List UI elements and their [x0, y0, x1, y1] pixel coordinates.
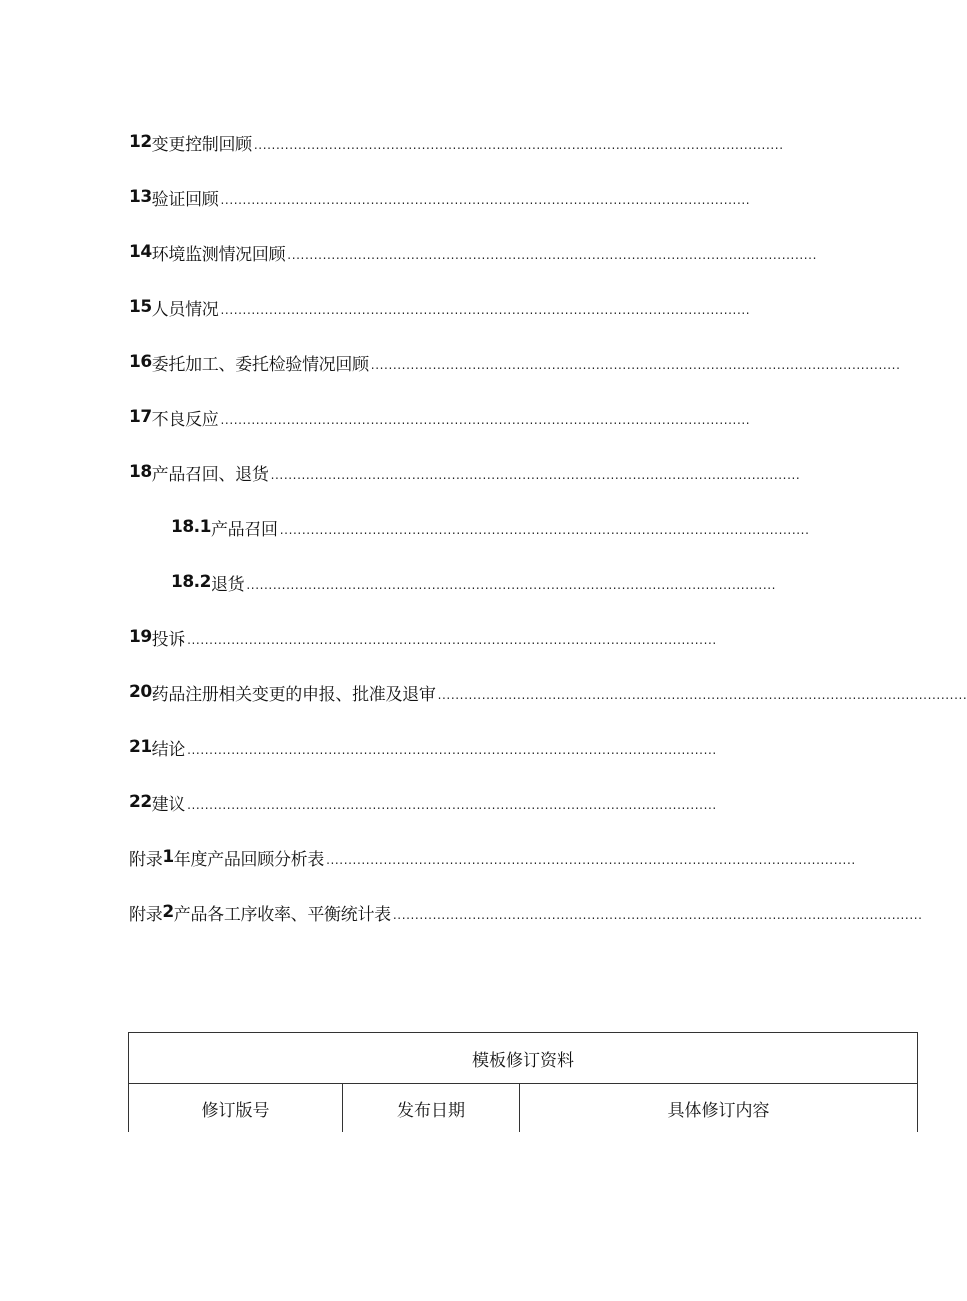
toc-entry[interactable]	[129, 129, 784, 155]
toc-entry-number: 21	[129, 737, 152, 757]
toc-subentry[interactable]	[171, 514, 810, 540]
toc-leader-dots: ........................................................................................................................	[187, 633, 717, 647]
toc-entry-title: 退货	[210, 574, 245, 595]
toc-entry-title: 产品各工序收率、平衡统计表	[173, 904, 391, 925]
toc-entry[interactable]	[129, 789, 717, 815]
toc-entry[interactable]	[129, 404, 751, 430]
toc-entry-number: 18	[129, 462, 152, 482]
toc-appendix-entry[interactable]	[129, 844, 856, 870]
revision-table-caption: 模板修订资料	[129, 1033, 918, 1084]
toc-entry-number: 17	[129, 407, 152, 427]
toc-entry-title: 验证回顾	[151, 189, 219, 210]
toc-entry-prefix: 附录	[129, 904, 163, 925]
toc-leader-dots: ........................................................................................................................	[392, 908, 923, 922]
toc-entry-number: 15	[129, 297, 152, 317]
toc-entry-title: 投诉	[151, 629, 186, 650]
toc-leader-dots: ........................................................................................................................	[326, 853, 856, 867]
toc-entry-number: 18.1	[171, 517, 211, 537]
header-revision-number: 修订版号	[129, 1084, 343, 1133]
toc-leader-dots: ........................................................................................................................	[270, 468, 801, 482]
toc-leader-dots: ........................................................................................................................	[370, 358, 901, 372]
toc-entry-prefix: 附录	[129, 849, 163, 870]
toc-entry-number: 18.2	[171, 572, 211, 592]
revision-table-header-row	[129, 1084, 918, 1133]
toc-appendix-entry[interactable]	[129, 899, 923, 925]
toc-leader-dots: ........................................................................................................................	[246, 578, 777, 592]
toc-leader-dots: ........................................................................................................................	[279, 523, 810, 537]
toc-entry[interactable]	[129, 349, 901, 375]
toc-subentry[interactable]	[171, 569, 777, 595]
toc-leader-dots: ........................................................................................................................	[187, 743, 717, 757]
toc-leader-dots: ........................................................................................................................	[220, 193, 751, 207]
toc-entry-title: 人员情况	[151, 299, 219, 320]
toc-entry-title: 年度产品回顾分析表	[173, 849, 325, 870]
toc-entry[interactable]	[129, 624, 717, 650]
toc-entry-title: 委托加工、委托检验情况回顾	[151, 354, 369, 375]
toc-leader-dots: ........................................................................................................................	[437, 688, 967, 702]
toc-entry-title: 环境监测情况回顾	[151, 244, 286, 265]
toc-leader-dots: ........................................................................................................................	[253, 138, 784, 152]
toc-entry[interactable]	[129, 459, 801, 485]
toc-entry-number: 20	[129, 682, 152, 702]
header-revision-details: 具体修订内容	[520, 1084, 918, 1133]
toc-leader-dots: ........................................................................................................................	[220, 413, 751, 427]
toc-entry-number: 1	[162, 847, 174, 867]
toc-entry-title: 药品注册相关变更的申报、批准及退审	[151, 684, 436, 705]
toc-leader-dots: ........................................................................................................................	[287, 248, 818, 262]
toc-entry-title: 产品召回、退货	[151, 464, 269, 485]
toc-entry-number: 19	[129, 627, 152, 647]
toc-entry-number: 2	[162, 902, 174, 922]
toc-entry-number: 16	[129, 352, 152, 372]
toc-entry[interactable]	[129, 679, 967, 705]
toc-entry-number: 14	[129, 242, 152, 262]
toc-entry-title: 不良反应	[151, 409, 219, 430]
toc-entry-title: 建议	[151, 794, 186, 815]
toc-entry-number: 12	[129, 132, 152, 152]
toc-leader-dots: ........................................................................................................................	[187, 798, 717, 812]
revision-table-caption-row	[129, 1033, 918, 1084]
toc-entry[interactable]	[129, 734, 717, 760]
toc-entry[interactable]	[129, 184, 751, 210]
toc-entry-title: 变更控制回顾	[151, 134, 252, 155]
toc-entry-title: 产品召回	[210, 519, 278, 540]
toc-entry[interactable]	[129, 239, 818, 265]
toc-entry[interactable]	[129, 294, 751, 320]
toc-leader-dots: ........................................................................................................................	[220, 303, 751, 317]
toc-entry-number: 22	[129, 792, 152, 812]
toc-entry-number: 13	[129, 187, 152, 207]
revision-table	[128, 1032, 918, 1132]
header-release-date: 发布日期	[343, 1084, 520, 1133]
toc-entry-title: 结论	[151, 739, 186, 760]
